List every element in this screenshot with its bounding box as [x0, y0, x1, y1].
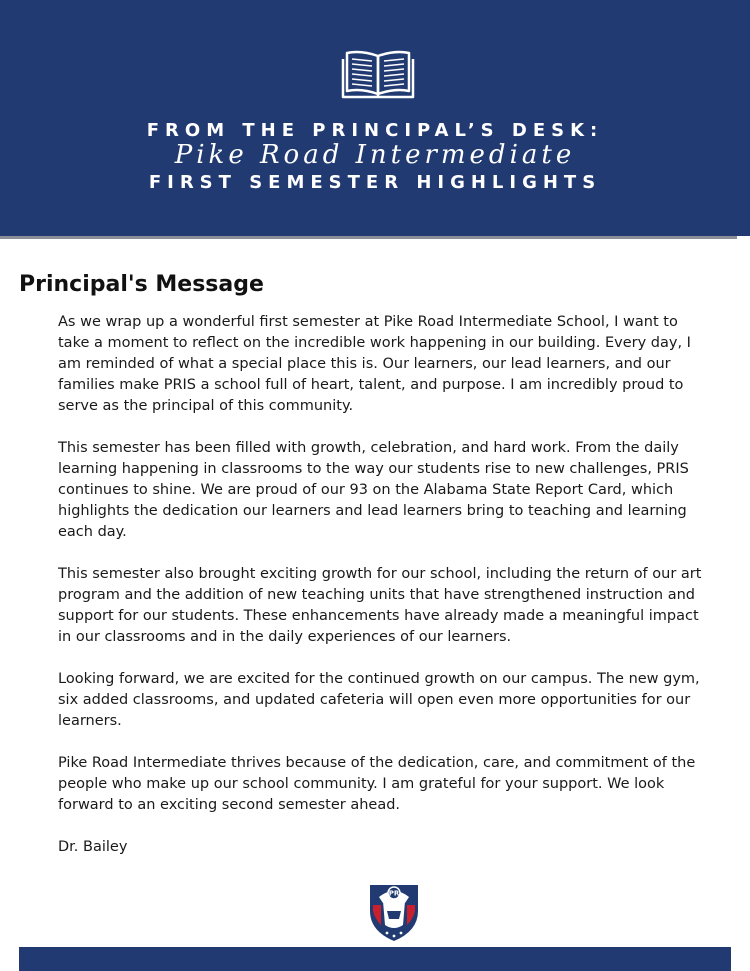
- message-paragraph-3: This semester also brought exciting growth for our school, including the return of our art program and the addition of new teaching units that have strengthened instruction and support for our students. These enhancements have already made a meaningful impact in our classrooms and in the daily experiences of our learners.: [58, 566, 702, 645]
- message-paragraph-1: As we wrap up a wonderful first semester at Pike Road Intermediate School, I want to take a moment to reflect on the incredible work happening in our building. Every day, I am reminded of what a special place this is. Our learners, our lead learners, and our families make PRIS a school full of heart, talent, and purpose. I am incredibly proud to serve as the principal of this community.: [58, 314, 691, 414]
- signature: Dr. Bailey: [58, 839, 128, 855]
- open-book-icon: [341, 47, 415, 101]
- message-paragraph-2: This semester has been filled with growth, celebration, and hard work. From the daily learning happening in classrooms to the way our students rise to new challenges, PRIS continues to shine. We are proud of our 93 on the Alabama State Report Card, which highlights the dedication our learners and lead learners bring to teaching and learning each day.: [58, 440, 689, 540]
- logo-monogram: PR: [388, 889, 400, 898]
- header-line-highlights: FIRST SEMESTER HIGHLIGHTS: [148, 172, 602, 193]
- section-title: Principal's Message: [19, 272, 264, 297]
- footer-bar: [19, 947, 731, 971]
- header-divider: [0, 236, 737, 239]
- message-paragraph-5: Pike Road Intermediate thrives because of the dedication, care, and commitment of the people who make up our school community. I am grateful for your support. We look forward to an exciting second semester ahead.: [58, 755, 696, 813]
- school-mascot-logo: [367, 881, 421, 943]
- message-paragraph-4: Looking forward, we are excited for the continued growth on our campus. The new gym, six added classrooms, and updated cafeteria will open even more opportunities for our learners.: [58, 671, 700, 729]
- header-school-name: Pike Road Intermediate: [174, 140, 576, 170]
- header-banner: [0, 0, 750, 236]
- header-line-desk: FROM THE PRINCIPAL’S DESK:: [146, 120, 604, 141]
- message-body: [58, 312, 708, 879]
